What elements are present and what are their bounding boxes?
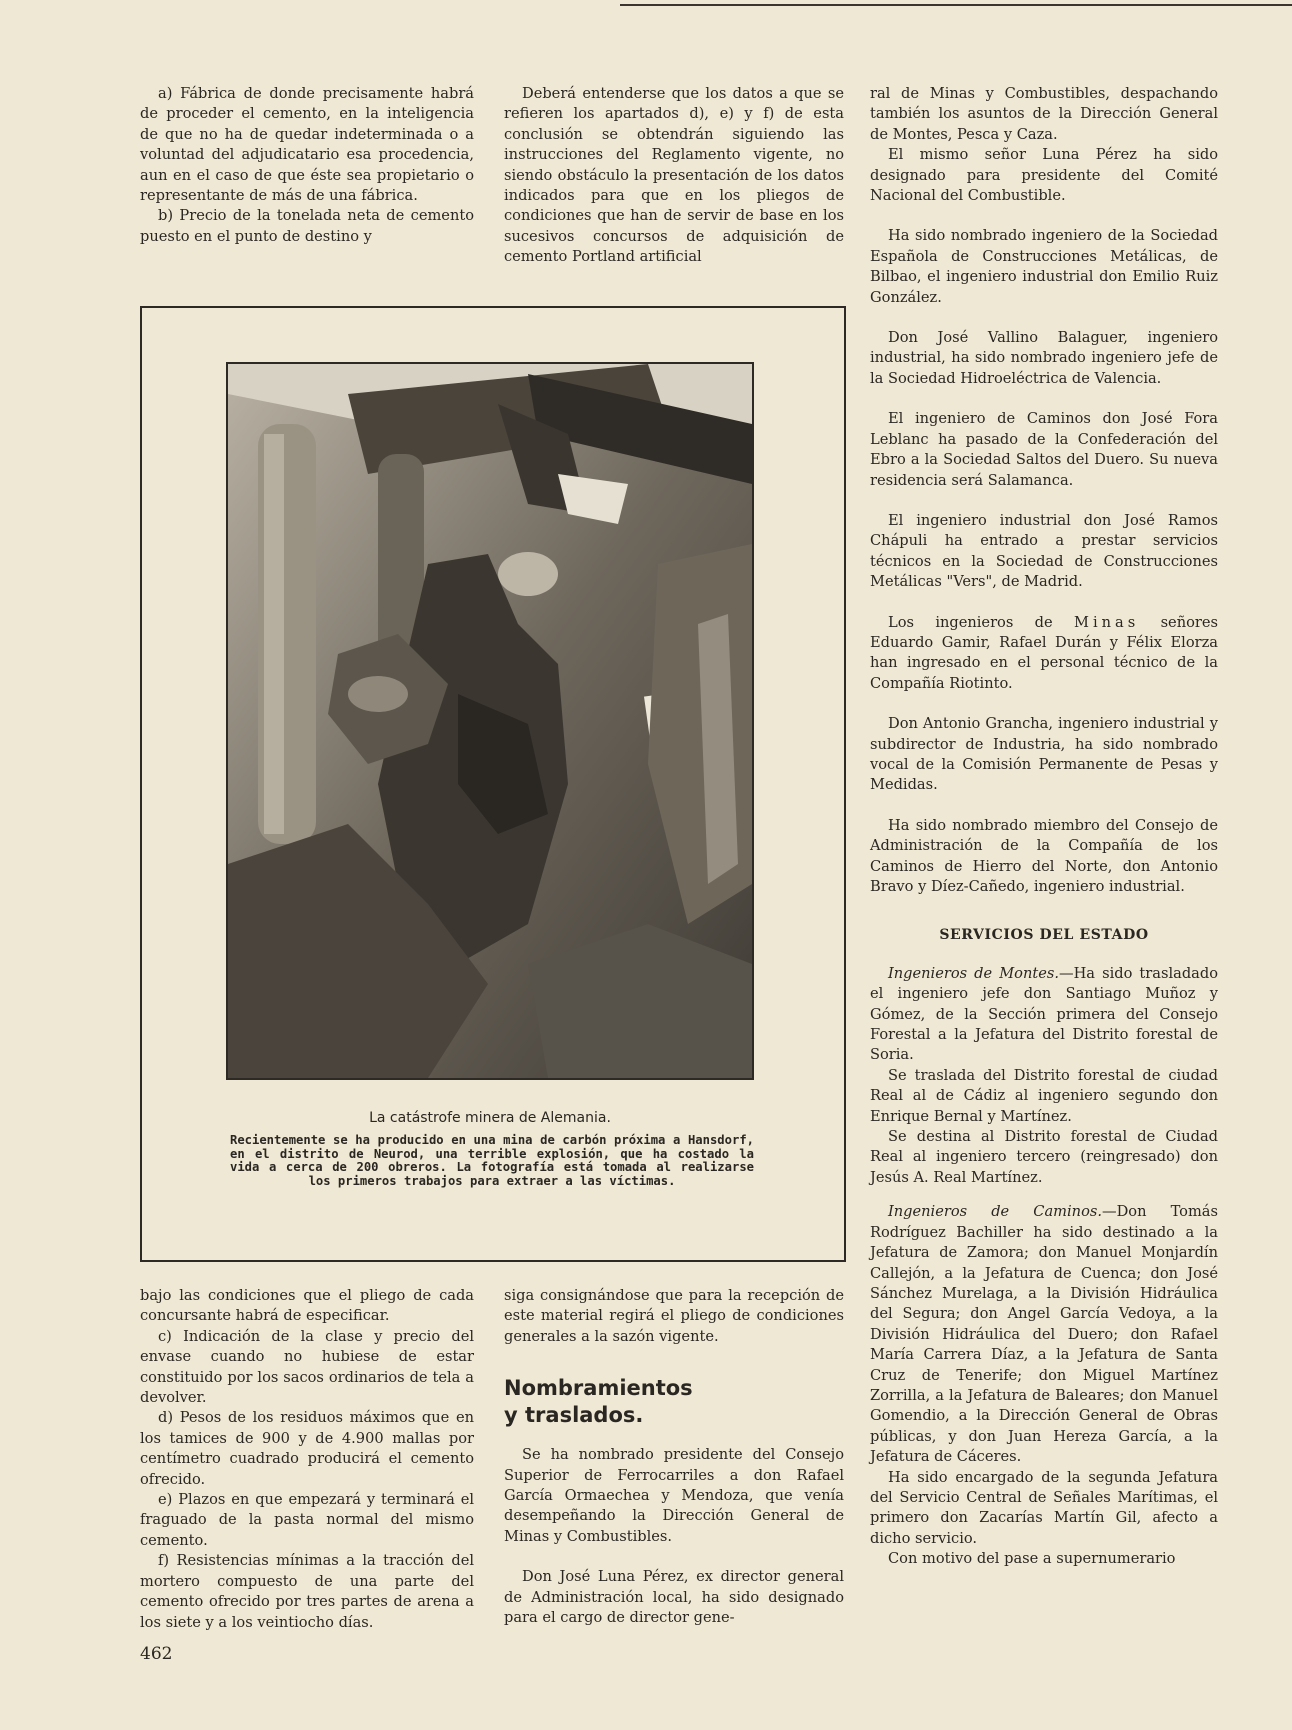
paragraph-c: c) Indicación de la clase y precio del envase cuando no hubiese de estar constituido por los sacos ordinarios de tela a devolver.: [140, 1327, 474, 1407]
section-title-servicios: SERVICIOS DEL ESTADO: [939, 927, 1149, 944]
minas-text-a: Los ingenieros de: [888, 613, 1075, 631]
paragraph-siga: siga consignándose que para la recepción de este material regirá el pliego de condiciones generales a la sazón vigente.: [504, 1287, 844, 1345]
paragraph-luna: Don José Luna Pérez, ex director general de Administración local, ha sido designado para el cargo de director gene-: [504, 1568, 844, 1627]
column-1-top: [140, 84, 474, 247]
paragraph-montes-3: Se destina al Distrito forestal de Ciudad Real al ingeniero tercero (reingresado) don Jesús A. Real Martínez.: [870, 1128, 1218, 1186]
top-rule: [620, 4, 1292, 6]
paragraph-e: e) Plazos en que empezará y terminará el fraguado de la pasta normal del mismo cemento.: [140, 1491, 474, 1549]
paragraph-b: b) Precio de la tonelada neta de cemento puesto en el punto de destino y: [140, 207, 474, 245]
minas-spaced-word: Minas: [1074, 613, 1140, 631]
paragraph-f: f) Resistencias mínimas a la tracción del mortero compuesto de una parte del cemento ofrecido por tres partes de arena a los siete y a los veintiocho días.: [140, 1552, 474, 1631]
paragraph-d: d) Pesos de los residuos máximos que en los tamices de 900 y de 4.900 mallas por centímetro cuadrado producirá el cemento ofrecido.: [140, 1409, 474, 1488]
column-2-bottom: [504, 1286, 844, 1628]
paragraph-bajo: bajo las condiciones que el pliego de cada concursante habrá de especificar.: [140, 1287, 474, 1325]
section-heading-nombramientos: Nombramientos y traslados.: [504, 1376, 693, 1428]
paragraph-ramos: El ingeniero industrial don José Ramos Chápuli ha entrado a prestar servicios técnicos en la Sociedad de Construcciones Metálicas "Vers", de Madrid.: [870, 511, 1218, 591]
paragraph-vallino: Don José Vallino Balaguer, ingeniero industrial, ha sido nombrado ingeniero jefe de la Sociedad Hidroeléctrica de Valencia.: [870, 329, 1218, 387]
figure-caption-body: Recientemente se ha producido en una mina de carbón próxima a Hansdorf, en el distrito de Neurod, una terrible explosión, que ha costado la vida a cerca de 200 obreros. La fotografía está tomada al realizarse los primeros trabajos para extraer a las víctimas.: [230, 1133, 754, 1188]
montes-text: —Ha sido trasladado el ingeniero jefe don Santiago Muñoz y Gómez, de la Sección primera del Consejo Forestal a la Jefatura del Distrito forestal de Soria.: [870, 964, 1218, 1064]
minas-text-b: señores Eduardo Gamir, Rafael Durán y Félix Elorza han ingresado en el personal técnico de la Compañía Riotinto.: [870, 613, 1218, 692]
paragraph-ral: ral de Minas y Combustibles, despachando también los asuntos de la Dirección General de Montes, Pesca y Caza.: [870, 85, 1218, 143]
paragraph-deber: Deberá entenderse que los datos a que se refieren los apartados d), e) y f) de esta conclusión se obtendrán siguiendo las instrucciones del Reglamento vigente, no siendo obstáculo la presentación de los datos indicados para que en los pliegos de condiciones que han de servir de base en los sucesivos concursos de adquisición de cemento Portland artificial: [504, 85, 844, 266]
mine-photograph: [226, 362, 754, 1080]
caminos-text: —Don Tomás Rodríguez Bachiller ha sido destinado a la Jefatura de Zamora; don Manuel Monjardín Callejón, a la Jefatura de Cuenca; don José Sánchez Murelaga, a la División Hidráulica del Segura; don Angel García Vedoya, a la División Hidráulica del Duero; don Rafael María Carrera Díaz, a la Jefatura de Santa Cruz de Tenerife; don Miguel Martínez Zorrilla, a la Jefatura de Baleares; don Manuel Gomendio, a la Dirección General de Obras públicas, y don Juan Hereza García, a la Jefatura de Cáceres.: [870, 1203, 1218, 1466]
paragraph-bravo: Ha sido nombrado miembro del Consejo de Administración de la Compañía de los Caminos de Hierro del Norte, don Antonio Bravo y Díez-Cañedo, ingeniero industrial.: [870, 816, 1218, 895]
paragraph-caminos-2: Ha sido encargado de la segunda Jefatura del Servicio Central de Señales Marítimas, el primero don Zacarías Martín Gil, afecto a dicho servicio.: [870, 1468, 1218, 1547]
paragraph-a: a) Fábrica de donde precisamente habrá de proceder el cemento, en la inteligencia de que no ha de quedar indeterminada o a voluntad del adjudicatario esa procedencia, aun en el caso de que éste sea propietario o representante de más de una fábrica.: [140, 85, 474, 205]
paragraph-montes-2: Se traslada del Distrito forestal de ciudad Real al de Cádiz al ingeniero segundo don Enrique Bernal y Martínez.: [870, 1066, 1218, 1125]
column-2-top: [504, 84, 844, 268]
paragraph-grancha: Don Antonio Grancha, ingeniero industrial y subdirector de Industria, ha sido nombrado vocal de la Comisión Permanente de Pesas y Medidas.: [870, 715, 1218, 794]
caminos-label: Ingenieros de Caminos.: [888, 1203, 1102, 1221]
paragraph-montes-1: [870, 964, 1218, 1066]
montes-label: Ingenieros de Montes.: [888, 964, 1059, 982]
page-number: 462: [140, 1644, 173, 1664]
figure-caption-title: La catástrofe minera de Alemania.: [369, 1110, 611, 1126]
column-1-bottom: [140, 1286, 474, 1633]
paragraph-consejo: Se ha nombrado presidente del Consejo Superior de Ferrocarriles a don Rafael García Ormaechea y Mendoza, que venía desempeñando la Dirección General de Minas y Combustibles.: [504, 1446, 844, 1545]
paragraph-luna-comite: El mismo señor Luna Pérez ha sido designado para presidente del Comité Nacional del Combustible.: [870, 146, 1218, 205]
paragraph-ruiz: Ha sido nombrado ingeniero de la Sociedad Española de Construcciones Metálicas, de Bilbao, el ingeniero industrial don Emilio Ruiz González.: [870, 227, 1218, 306]
paragraph-minas: [870, 613, 1218, 695]
paragraph-caminos-3: Con motivo del pase a supernumerario: [888, 1550, 1176, 1568]
paragraph-fora: El ingeniero de Caminos don José Fora Leblanc ha pasado de la Confederación del Ebro a la Sociedad Saltos del Duero. Su nueva residencia será Salamanca.: [870, 410, 1218, 489]
paragraph-caminos-1: [870, 1202, 1218, 1467]
column-3: [870, 84, 1218, 1570]
